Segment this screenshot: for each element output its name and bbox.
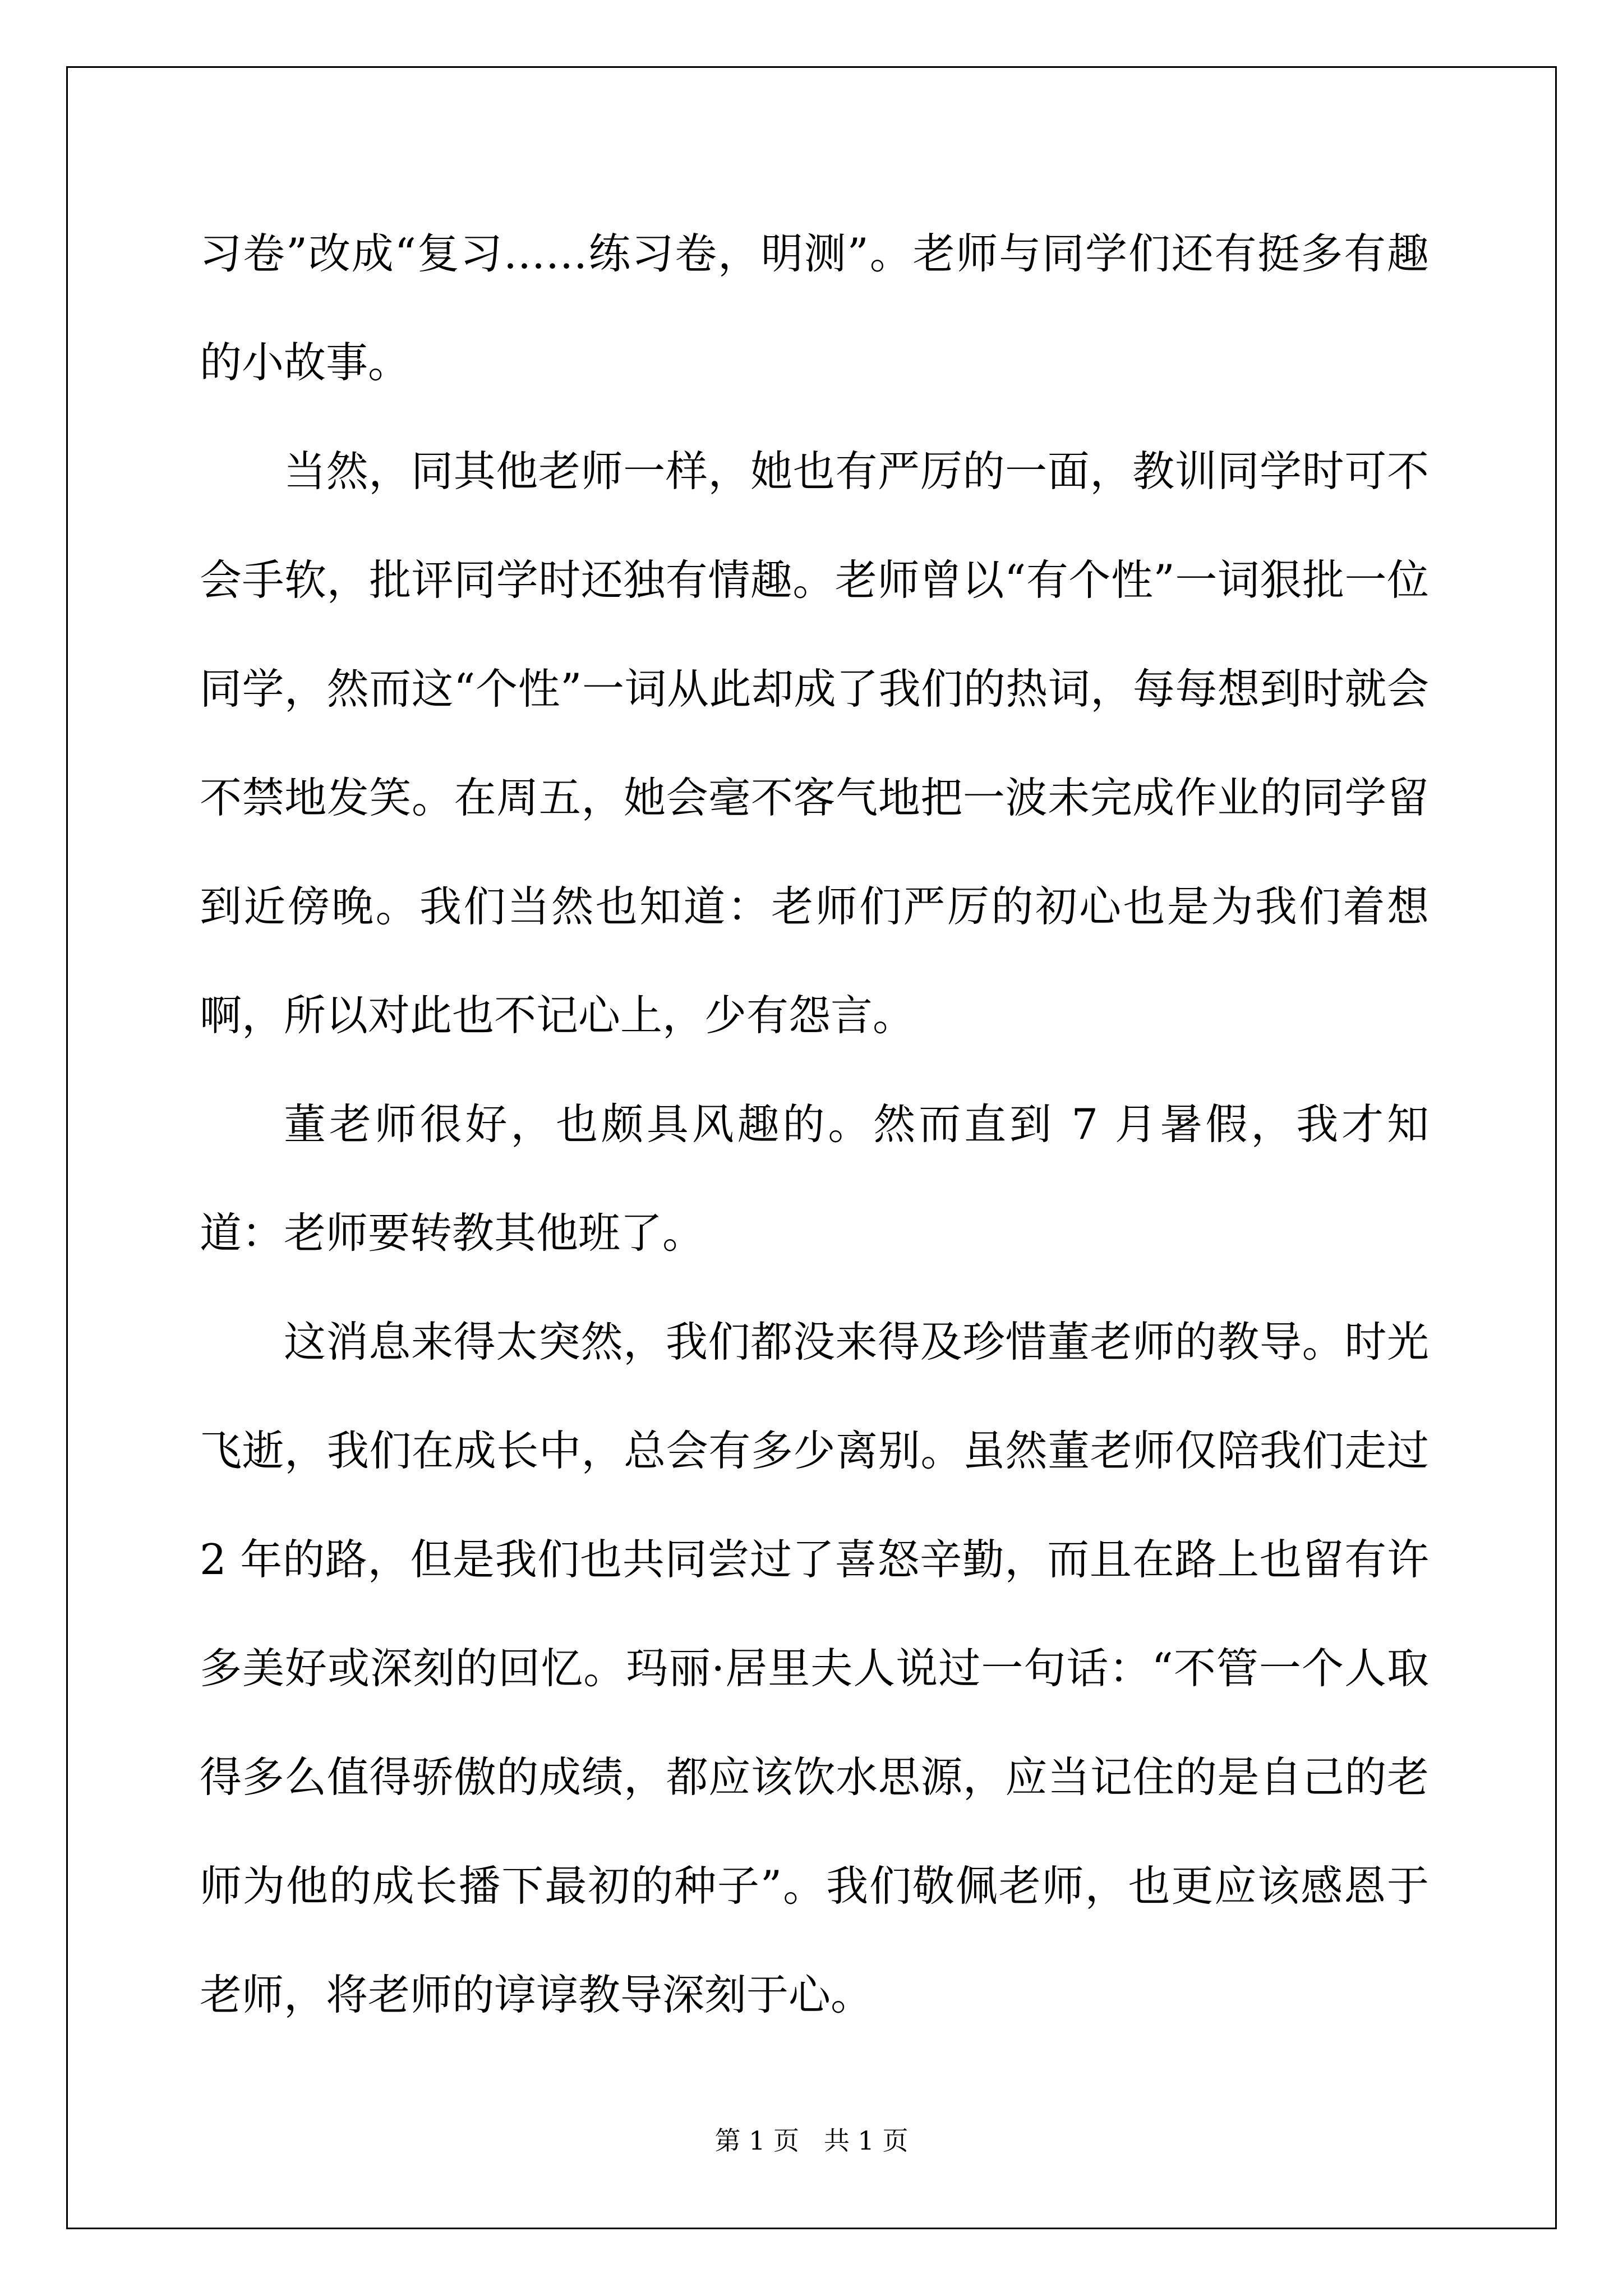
- paragraph-2: 当然，同其他老师一样，她也有严厉的一面，教训同学时可不会手软，批评同学时还独有情趣。老师曾以“有个性”一词狠批一位同学，然而这“个性”一词从此却成了我们的热词，每每想到时就会不禁地发笑。在周五，她会毫不客气地把一波未完成作业的同学留到近傍晚。我们当然也知道：老师们严厉的初心也是为我们着想啊，所以对此也不记心上，少有怨言。: [200, 447, 1429, 1040]
- page-number: 第 1 页: [714, 2125, 800, 2156]
- document-body: [200, 199, 1429, 2049]
- footer-gap: [799, 2125, 824, 2156]
- page-total: 共 1 页: [823, 2125, 909, 2156]
- page-footer: [0, 2120, 1623, 2157]
- paragraph-4: 这消息来得太突然，我们都没来得及珍惜董老师的教导。时光飞逝，我们在成长中，总会有多少离别。虽然董老师仅陪我们走过 2 年的路，但是我们也共同尝过了喜怒辛勤，而且在路上也留有许多美好或深刻的回忆。玛丽·居里夫人说过一句话：“不管一个人取得多么值得骄傲的成绩，都应该饮水思源，应当记住的是自己的老师为他的成长播下最初的种子”。我们敬佩老师，也更应该感恩于老师，将老师的谆谆教导深刻于心。: [200, 1317, 1429, 2019]
- paragraph-3: 董老师很好，也颇具风趣的。然而直到 7 月暑假，我才知道：老师要转教其他班了。: [200, 1099, 1429, 1258]
- paragraph-1: 习卷”改成“复习……练习卷，明测”。老师与同学们还有挺多有趣的小故事。: [200, 229, 1429, 387]
